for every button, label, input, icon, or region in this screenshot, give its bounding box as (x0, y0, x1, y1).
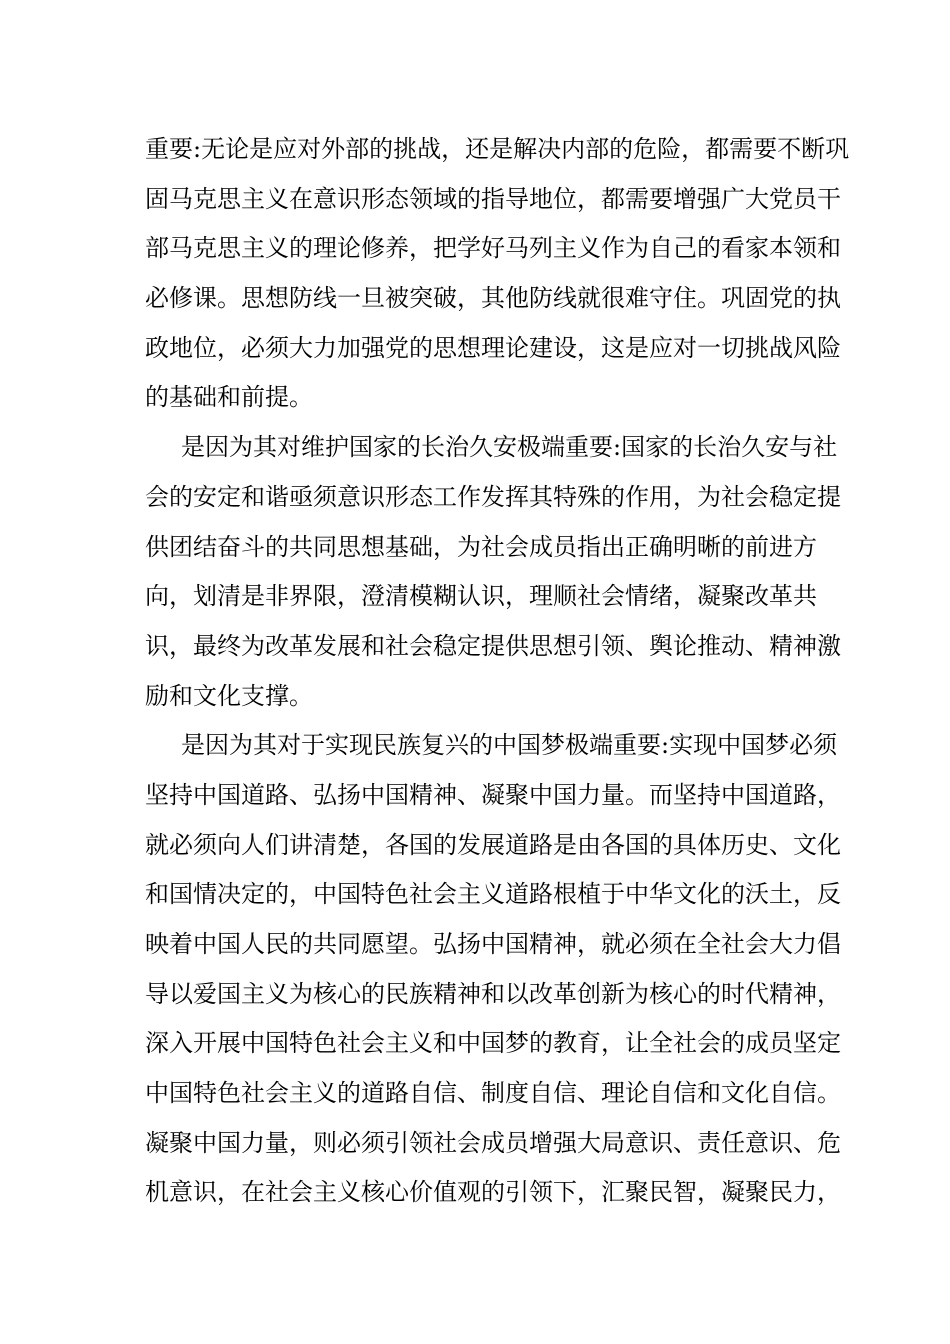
text-line: 政地位，必须大力加强党的思想理论建设，这是应对一切挑战风险 (145, 333, 841, 362)
text-line: 识，最终为改革发展和社会稳定提供思想引领、舆论推动、精神激 (145, 631, 841, 660)
text-line: 坚持中国道路、弘扬中国精神、凝聚中国力量。而坚持中国道路， (145, 780, 841, 809)
text-line: 导以爱国主义为核心的民族精神和以改革创新为核心的时代精神， (145, 979, 841, 1008)
text-line: 就必须向人们讲清楚，各国的发展道路是由各国的具体历史、文化 (145, 830, 841, 859)
paragraph (145, 423, 841, 721)
text-line: 凝聚中国力量，则必须引领社会成员增强大局意识、责任意识、危 (145, 1128, 841, 1157)
text-line: 机意识，在社会主义核心价值观的引领下，汇聚民智，凝聚民力， (145, 1178, 841, 1207)
text-line: 的基础和前提。 (145, 383, 313, 412)
text-line: 映着中国人民的共同愿望。弘扬中国精神，就必须在全社会大力倡 (145, 930, 841, 958)
text-line: 部马克思主义的理论修养，把学好马列主义作为自己的看家本领和 (145, 234, 841, 263)
body-text (145, 125, 850, 1218)
text-line: 深入开展中国特色社会主义和中国梦的教育，让全社会的成员坚定 (145, 1029, 841, 1058)
text-line: 必修课。思想防线一旦被突破，其他防线就很难守住。巩固党的执 (145, 284, 841, 313)
text-line: 会的安定和谐亟须意识形态工作发挥其特殊的作用，为社会稳定提 (145, 482, 841, 511)
text-line: 供团结奋斗的共同思想基础，为社会成员指出正确明晰的前进方 (145, 532, 817, 561)
text-line: 是因为其对于实现民族复兴的中国梦极端重要:实现中国梦必须 (181, 731, 838, 760)
text-line: 重要:无论是应对外部的挑战，还是解决内部的危险，都需要不断巩 (145, 135, 850, 163)
text-line: 是因为其对维护国家的长治久安极端重要:国家的长治久安与社 (181, 433, 838, 462)
text-line: 固马克思主义在意识形态领域的指导地位，都需要增强广大党员干 (145, 184, 841, 213)
paragraph (145, 125, 850, 423)
text-line: 中国特色社会主义的道路自信、制度自信、理论自信和文化自信。 (145, 1079, 841, 1108)
text-line: 和国情决定的，中国特色社会主义道路根植于中华文化的沃土，反 (145, 880, 841, 909)
text-line: 励和文化支撑。 (145, 681, 313, 710)
text-line: 向，划清是非界限，澄清模糊认识，理顺社会情绪，凝聚改革共 (145, 582, 817, 611)
paragraph (145, 721, 841, 1218)
